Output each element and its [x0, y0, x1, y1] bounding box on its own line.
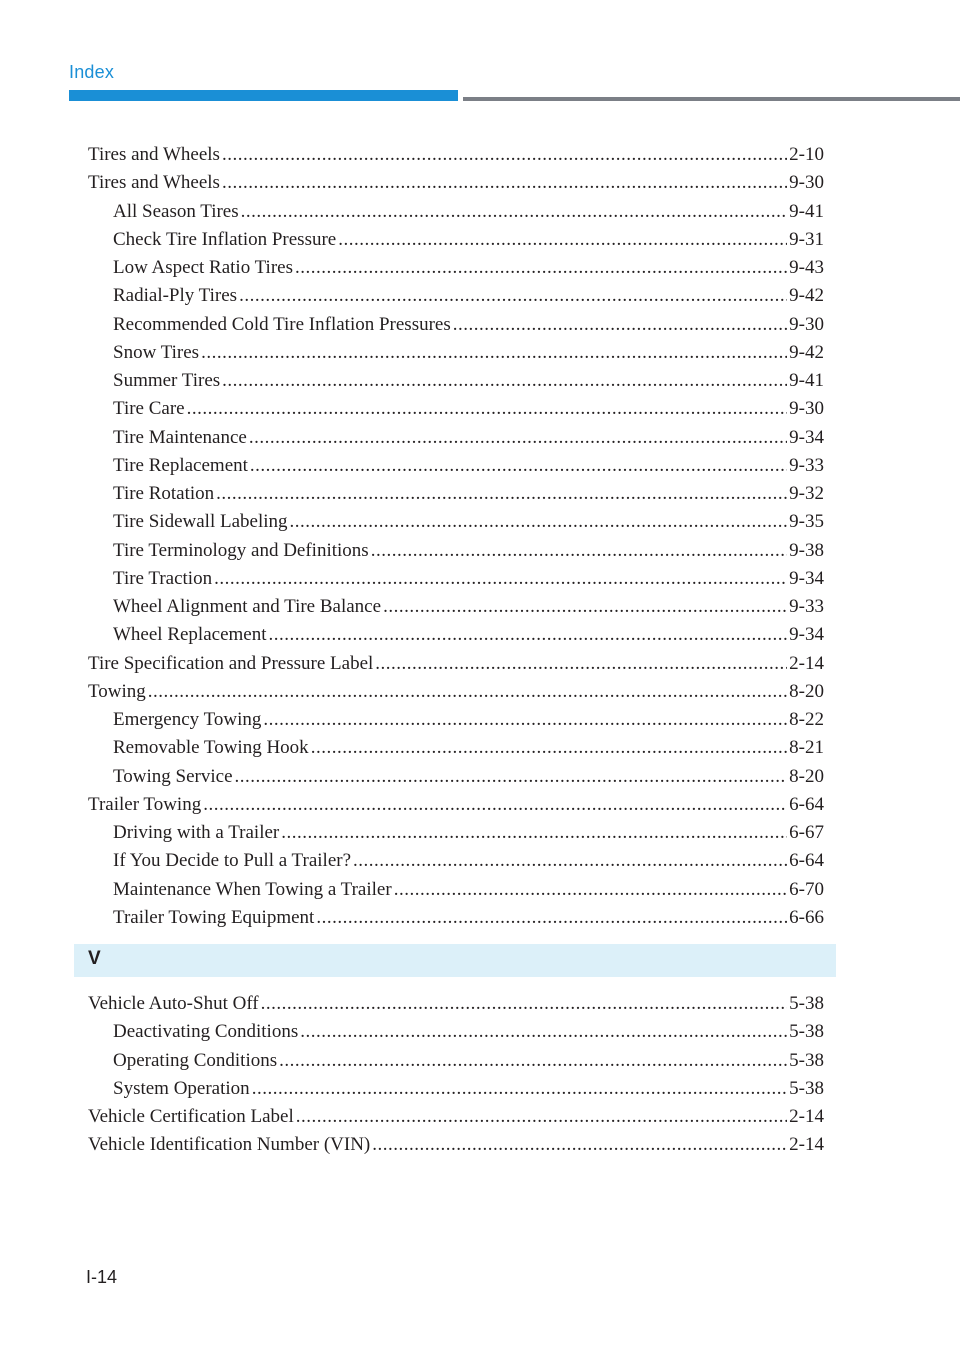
index-subentry[interactable]: [88, 480, 824, 508]
section-letter: V: [88, 948, 101, 969]
entry-page-ref: 6-66: [789, 906, 824, 928]
entry-label: Driving with a Trailer: [113, 822, 280, 843]
entry-label: Radial-Ply Tires: [113, 285, 238, 307]
entry-page-ref: 9-30: [789, 398, 824, 420]
dot-leader: [187, 395, 788, 423]
entry-label: Tire Replacement: [113, 454, 248, 476]
dot-leader: [372, 1131, 787, 1159]
header-rule-accent: [69, 90, 458, 101]
section-header-v: [74, 944, 836, 977]
dot-leader: [394, 876, 787, 904]
index-subentry[interactable]: [88, 565, 824, 593]
entry-label: Maintenance When Towing a Trailer: [113, 878, 392, 900]
index-subentry[interactable]: [88, 763, 824, 791]
dot-leader: [222, 367, 787, 395]
entry-label: Deactivating Conditions: [113, 1021, 299, 1043]
entry-page-ref: 9-41: [789, 370, 824, 391]
index-subentry[interactable]: [88, 1047, 824, 1075]
dot-leader: [296, 1103, 787, 1131]
index-subentry[interactable]: [88, 282, 824, 310]
entry-label: Tire Specification and Pressure Label: [88, 652, 374, 674]
entry-page-ref: 9-30: [789, 313, 824, 335]
index-entry[interactable]: [88, 678, 824, 706]
dot-leader: [203, 791, 787, 819]
dot-leader: [222, 141, 787, 169]
index-subentry[interactable]: [88, 904, 824, 932]
index-subentry[interactable]: [88, 819, 824, 847]
index-subentry[interactable]: [88, 367, 824, 395]
index-subentry[interactable]: [88, 621, 824, 649]
index-subentry[interactable]: [88, 226, 824, 254]
entry-label: System Operation: [113, 1077, 250, 1099]
entry-page-ref: 5-38: [789, 1077, 824, 1099]
entry-page-ref: 9-31: [789, 228, 824, 250]
entry-page-ref: 9-33: [789, 596, 824, 617]
entry-label: Tire Terminology and Definitions: [113, 539, 369, 561]
entry-page-ref: 8-21: [789, 737, 824, 759]
entry-label: Check Tire Inflation Pressure: [113, 228, 337, 250]
dot-leader: [290, 508, 788, 536]
entry-label: Tire Traction: [113, 567, 213, 589]
index-list-v: [88, 990, 824, 1160]
entry-label: Tires and Wheels: [88, 144, 220, 165]
entry-page-ref: 9-30: [789, 172, 824, 194]
entry-label: Tire Care: [113, 398, 185, 420]
entry-label: Recommended Cold Tire Inflation Pressures: [113, 313, 451, 335]
dot-leader: [371, 537, 787, 565]
entry-label: Trailer Towing Equipment: [113, 906, 315, 928]
entry-page-ref: 6-70: [789, 878, 824, 900]
index-subentry[interactable]: [88, 1075, 824, 1103]
entry-page-ref: 9-42: [789, 341, 824, 363]
entry-page-ref: 9-41: [789, 200, 824, 222]
index-subentry[interactable]: [88, 876, 824, 904]
entry-page-ref: 6-64: [789, 793, 824, 815]
index-entry[interactable]: [88, 141, 824, 169]
entry-page-ref: 5-38: [789, 1021, 824, 1043]
dot-leader: [235, 763, 788, 791]
entry-label: Tire Rotation: [113, 483, 215, 504]
entry-page-ref: 8-22: [789, 709, 824, 730]
index-subentry[interactable]: [88, 593, 824, 621]
dot-leader: [269, 621, 788, 649]
entry-page-ref: 2-14: [789, 1134, 824, 1156]
index-subentry[interactable]: [88, 311, 824, 339]
entry-page-ref: 9-35: [789, 511, 824, 533]
dot-leader: [250, 452, 787, 480]
dot-leader: [222, 169, 787, 197]
entry-label: Vehicle Auto-Shut Off: [88, 993, 259, 1014]
entry-label: Removable Towing Hook: [113, 737, 309, 759]
entry-label: Vehicle Identification Number (VIN): [88, 1134, 371, 1156]
dot-leader: [148, 678, 787, 706]
index-subentry[interactable]: [88, 254, 824, 282]
index-subentry[interactable]: [88, 424, 824, 452]
entry-label: Snow Tires: [113, 341, 200, 363]
entry-label: Low Aspect Ratio Tires: [113, 257, 293, 278]
entry-page-ref: 6-64: [789, 850, 824, 872]
dot-leader: [216, 480, 787, 508]
entry-label: Operating Conditions: [113, 1049, 278, 1071]
header-title: Index: [69, 62, 115, 82]
dot-leader: [261, 990, 788, 1018]
entry-page-ref: 2-14: [789, 1106, 824, 1127]
entry-page-ref: 9-34: [789, 426, 824, 448]
dot-leader: [338, 226, 787, 254]
entry-page-ref: 9-34: [789, 624, 824, 646]
entry-label: Towing: [88, 680, 146, 702]
index-subentry[interactable]: [88, 706, 824, 734]
dot-leader: [316, 904, 787, 932]
entry-page-ref: 2-14: [789, 652, 824, 674]
entry-label: Summer Tires: [113, 370, 221, 391]
entry-label: All Season Tires: [113, 200, 239, 222]
header-rule-gray: [463, 97, 960, 101]
dot-leader: [375, 650, 787, 678]
entry-page-ref: 9-32: [789, 483, 824, 504]
index-subentry[interactable]: [88, 847, 824, 875]
entry-page-ref: 8-20: [789, 680, 824, 702]
index-entry[interactable]: [88, 169, 824, 197]
entry-label: Vehicle Certification Label: [88, 1106, 294, 1127]
index-subentry[interactable]: [88, 1018, 824, 1046]
dot-leader: [311, 734, 787, 762]
dot-leader: [252, 1075, 787, 1103]
entry-label: Wheel Replacement: [113, 624, 267, 646]
dot-leader: [383, 593, 787, 621]
index-entry[interactable]: [88, 650, 824, 678]
index-subentry[interactable]: [88, 734, 824, 762]
index-subentry[interactable]: [88, 508, 824, 536]
dot-leader: [241, 198, 788, 226]
page-number: I-14: [86, 1267, 118, 1287]
entry-label: Trailer Towing: [88, 793, 202, 815]
index-subentry[interactable]: [88, 198, 824, 226]
dot-leader: [353, 847, 787, 875]
index-entry[interactable]: [88, 791, 824, 819]
entry-page-ref: 5-38: [789, 993, 824, 1014]
dot-leader: [263, 706, 787, 734]
dot-leader: [279, 1047, 787, 1075]
entry-page-ref: 9-42: [789, 285, 824, 307]
entry-label: Tires and Wheels: [88, 172, 220, 194]
entry-label: Emergency Towing: [113, 709, 262, 730]
entry-label: Tire Maintenance: [113, 426, 247, 448]
index-entry[interactable]: [88, 1131, 824, 1159]
entry-page-ref: 2-10: [789, 144, 824, 165]
entry-label: Towing Service: [113, 765, 233, 787]
dot-leader: [453, 311, 787, 339]
dot-leader: [249, 424, 787, 452]
index-subentry[interactable]: [88, 395, 824, 423]
entry-page-ref: 6-67: [789, 822, 824, 843]
index-subentry[interactable]: [88, 537, 824, 565]
dot-leader: [300, 1018, 787, 1046]
entry-page-ref: 5-38: [789, 1049, 824, 1071]
dot-leader: [281, 819, 787, 847]
entry-label: Tire Sidewall Labeling: [113, 511, 288, 533]
entry-page-ref: 9-43: [789, 257, 824, 278]
dot-leader: [239, 282, 787, 310]
entry-label: Wheel Alignment and Tire Balance: [113, 596, 382, 617]
index-subentry[interactable]: [88, 452, 824, 480]
entry-page-ref: 9-38: [789, 539, 824, 561]
dot-leader: [214, 565, 787, 593]
index-subentry[interactable]: [88, 339, 824, 367]
entry-page-ref: 9-34: [789, 567, 824, 589]
index-entry[interactable]: [88, 990, 824, 1018]
dot-leader: [201, 339, 787, 367]
entry-label: If You Decide to Pull a Trailer?: [113, 850, 352, 872]
dot-leader: [295, 254, 787, 282]
entry-page-ref: 8-20: [789, 765, 824, 787]
entry-page-ref: 9-33: [789, 454, 824, 476]
index-list-t: [88, 141, 824, 932]
index-entry[interactable]: [88, 1103, 824, 1131]
